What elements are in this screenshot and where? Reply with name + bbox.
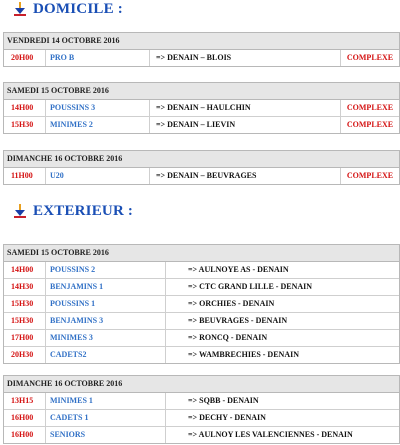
venue: COMPLEXE: [346, 103, 394, 112]
team-name: BENJAMINS 3: [46, 313, 166, 329]
team-name: MINIMES 2: [46, 117, 150, 133]
team-name: U20: [46, 168, 150, 184]
table-row: [4, 117, 399, 133]
team-name: MINIMES 3: [46, 330, 166, 346]
domicile-block-sunday: [3, 150, 400, 185]
match-time: 15H30: [4, 296, 46, 312]
domicile-title: DOMICILE :: [33, 0, 123, 17]
exterieur-title: EXTERIEUR :: [33, 202, 134, 219]
match-time: 15H30: [4, 117, 46, 133]
table-row: [4, 168, 399, 184]
venue: COMPLEXE: [346, 53, 394, 62]
exterieur-heading: [14, 203, 133, 219]
arrow-down-bullet-icon: [14, 204, 26, 218]
table-row: [4, 427, 399, 443]
table-row: [4, 313, 399, 330]
match-name: => BEUVRAGES - DENAIN: [188, 316, 288, 325]
table-row: [4, 347, 399, 363]
match-name: => AULNOYE AS - DENAIN: [188, 265, 289, 274]
team-name: PRO B: [46, 50, 150, 66]
date-header: VENDREDI 14 OCTOBRE 2016: [4, 33, 399, 50]
team-name: CADETS 1: [46, 410, 166, 426]
table-row: [4, 330, 399, 347]
table-row: [4, 279, 399, 296]
match-name: => DENAIN – BLOIS: [150, 50, 341, 66]
table-row: [4, 296, 399, 313]
table-row: [4, 262, 399, 279]
table-row: [4, 50, 399, 66]
date-header: SAMEDI 15 OCTOBRE 2016: [4, 245, 399, 262]
arrow-down-bullet-icon: [14, 2, 26, 16]
match-name: => DENAIN – BEUVRAGES: [150, 168, 341, 184]
team-name: POUSSINS 1: [46, 296, 166, 312]
match-time: 20H30: [4, 347, 46, 363]
team-name: BENJAMINS 1: [46, 279, 166, 295]
team-name: CADETS2: [46, 347, 166, 363]
match-time: 13H15: [4, 393, 46, 409]
match-name: => WAMBRECHIES - DENAIN: [188, 350, 299, 359]
exterieur-block-sunday: [3, 375, 400, 444]
venue: COMPLEXE: [346, 120, 394, 129]
match-time: 11H00: [4, 168, 46, 184]
match-time: 16H00: [4, 427, 46, 443]
team-name: POUSSINS 2: [46, 262, 166, 278]
team-name: SENIORS: [46, 427, 166, 443]
domicile-block-saturday: [3, 82, 400, 134]
domicile-block-friday: [3, 32, 400, 67]
match-time: 14H00: [4, 262, 46, 278]
date-header: DIMANCHE 16 OCTOBRE 2016: [4, 376, 399, 393]
match-name: => SQBB - DENAIN: [188, 396, 259, 405]
date-header: DIMANCHE 16 OCTOBRE 2016: [4, 151, 399, 168]
match-time: 14H30: [4, 279, 46, 295]
match-name: => AULNOY LES VALENCIENNES - DENAIN: [188, 430, 353, 439]
match-name: => ORCHIES - DENAIN: [188, 299, 275, 308]
match-name: => DENAIN – LIEVIN: [150, 117, 341, 133]
venue: COMPLEXE: [346, 171, 394, 180]
match-time: 15H30: [4, 313, 46, 329]
domicile-heading: [14, 1, 123, 17]
table-row: [4, 393, 399, 410]
match-time: 17H00: [4, 330, 46, 346]
table-row: [4, 410, 399, 427]
match-time: 14H00: [4, 100, 46, 116]
team-name: MINIMES 1: [46, 393, 166, 409]
exterieur-block-saturday: [3, 244, 400, 364]
match-time: 20H00: [4, 50, 46, 66]
match-name: => CTC GRAND LILLE - DENAIN: [188, 282, 313, 291]
match-name: => DECHY - DENAIN: [188, 413, 266, 422]
match-name: => DENAIN – HAULCHIN: [150, 100, 341, 116]
match-time: 16H00: [4, 410, 46, 426]
table-row: [4, 100, 399, 117]
date-header: SAMEDI 15 OCTOBRE 2016: [4, 83, 399, 100]
match-name: => RONCQ - DENAIN: [188, 333, 268, 342]
team-name: POUSSINS 3: [46, 100, 150, 116]
